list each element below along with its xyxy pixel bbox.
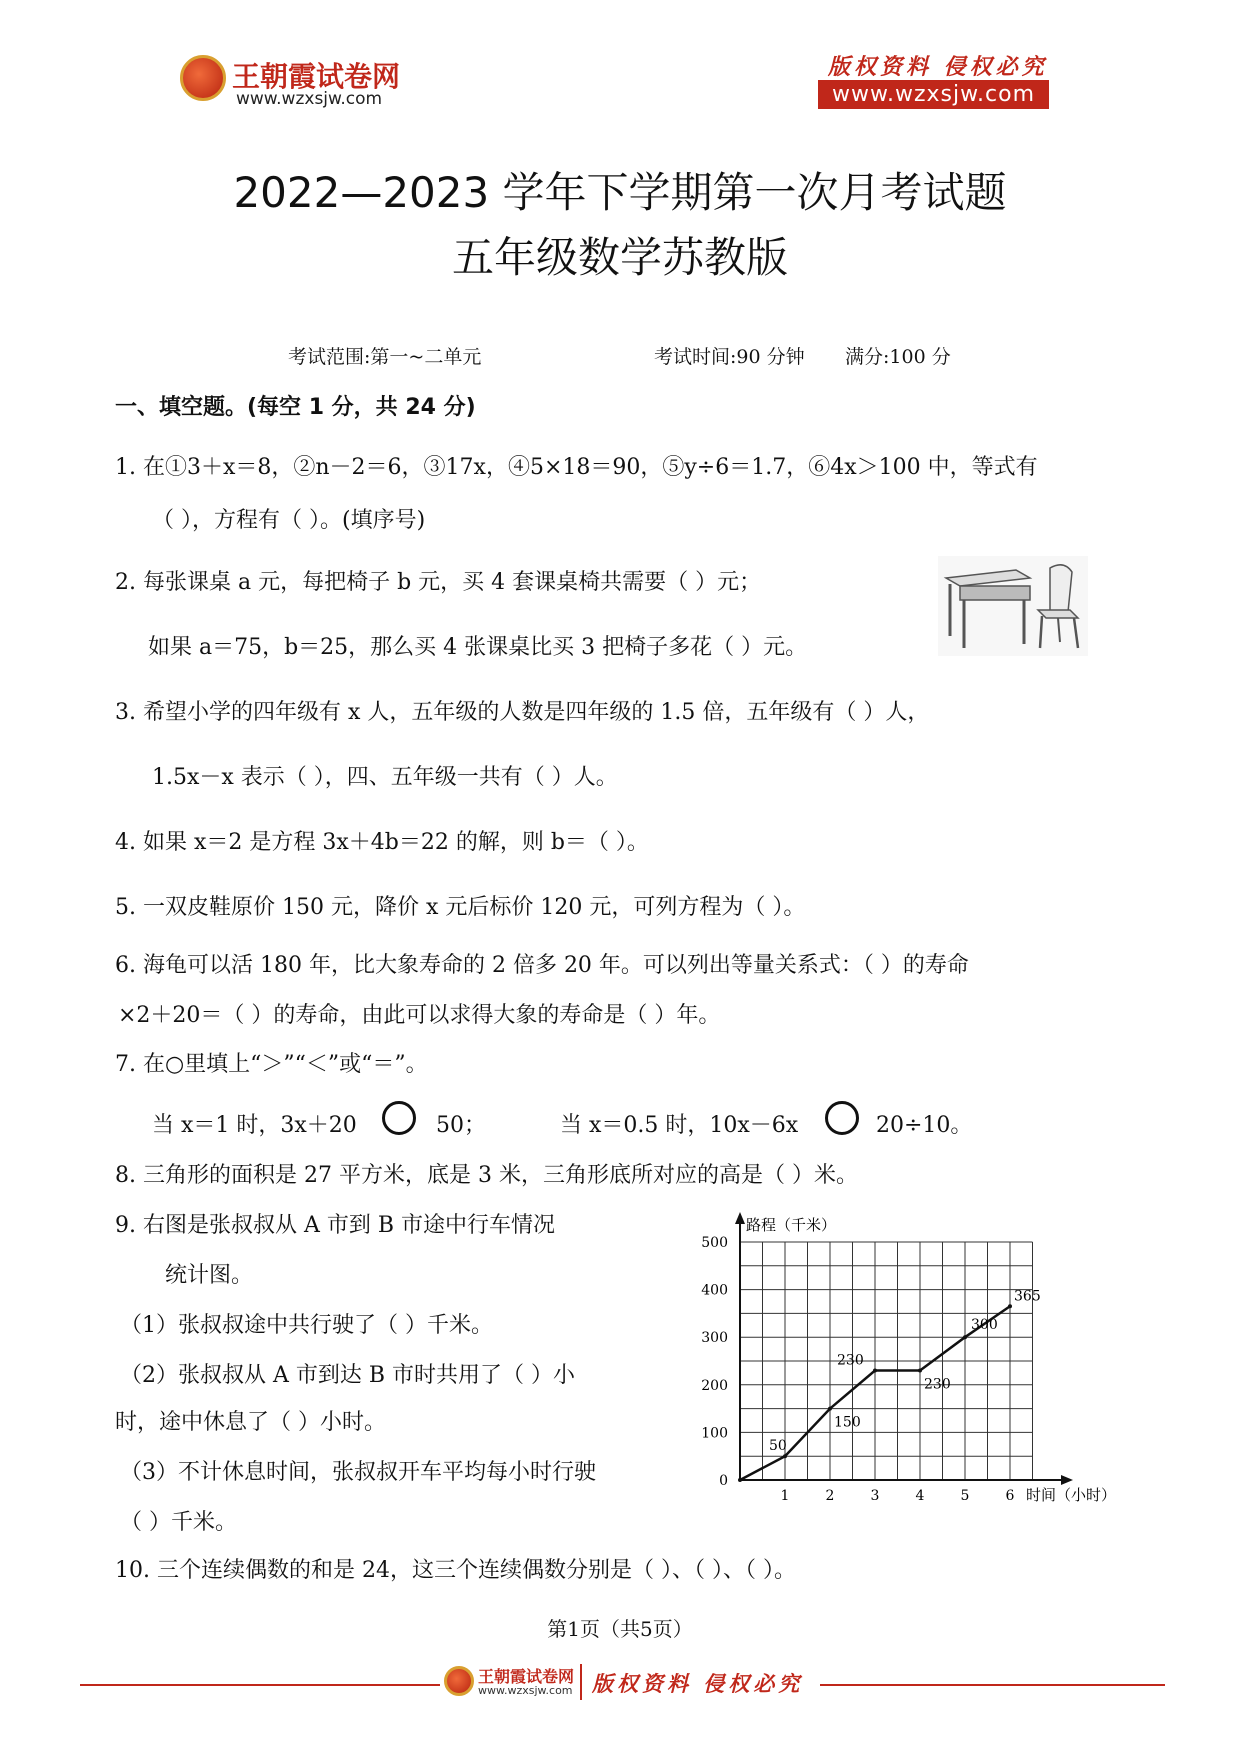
chart-ticks <box>701 1235 1014 1504</box>
data-label: 365 <box>1014 1288 1041 1305</box>
compare-circle-2[interactable] <box>825 1101 859 1135</box>
x-tick-label: 1 <box>780 1488 790 1504</box>
section-heading: 一、填空题。(每空 1 分，共 24 分) <box>115 395 476 420</box>
q9-part3-line2: （ ）千米。 <box>120 1510 237 1535</box>
q9-part2-line2: 时，途中休息了（ ）小时。 <box>115 1410 386 1435</box>
q8: 8. 三角形的面积是 27 平方米，底是 3 米，三角形底所对应的高是（ ）米。 <box>115 1163 858 1188</box>
y-tick-label: 400 <box>701 1282 728 1299</box>
q5: 5. 一双皮鞋原价 150 元，降价 x 元后标价 120 元，可列方程为（ ）。 <box>115 895 806 920</box>
x-tick-label: 6 <box>1005 1488 1015 1504</box>
page-title: 2022—2023 学年下学期第一次月考试题 <box>233 168 1007 217</box>
q1-line2: （ ），方程有（ ）。(填序号) <box>152 508 426 533</box>
y-tick-label: 0 <box>719 1473 728 1489</box>
q6-line1: 6. 海龟可以活 180 年，比大象寿命的 2 倍多 20 年。可以列出等量关系式：（ ）的寿命 <box>115 953 969 978</box>
data-point <box>873 1369 877 1373</box>
q9-part3-line1: （3）不计休息时间，张叔叔开车平均每小时行驶 <box>120 1460 596 1485</box>
q7-expr1: 当 x＝1 时，3x＋20 <box>152 1113 357 1138</box>
data-point <box>963 1335 967 1339</box>
y-axis-arrow-icon <box>735 1212 745 1224</box>
data-label: 300 <box>971 1317 998 1334</box>
distance-time-chart <box>690 1212 1130 1512</box>
x-axis-label: 时间（小时） <box>1026 1486 1117 1504</box>
footer-logo-icon <box>444 1666 474 1696</box>
y-tick-label: 200 <box>701 1377 728 1394</box>
q7-expr4: 20÷10。 <box>876 1113 973 1138</box>
data-label: 50 <box>769 1438 787 1455</box>
y-tick-label: 500 <box>701 1235 728 1251</box>
q9-line2: 统计图。 <box>165 1263 254 1288</box>
x-tick-label: 2 <box>825 1488 835 1504</box>
x-tick-label: 4 <box>915 1488 925 1504</box>
y-tick-label: 300 <box>701 1330 728 1347</box>
logo-seal-icon <box>180 55 226 101</box>
logo-name: 王朝霞试卷网 <box>232 60 401 93</box>
q9-part1: （1）张叔叔途中共行驶了（ ）千米。 <box>120 1313 493 1338</box>
q2-line1: 2. 每张课桌 a 元，每把椅子 b 元，买 4 套课桌椅共需要（ ）元； <box>115 570 762 595</box>
q7-expr3: 当 x＝0.5 时，10x－6x <box>560 1113 799 1138</box>
footer-logo-name: 王朝霞试卷网 <box>478 1667 575 1686</box>
data-label: 150 <box>834 1414 861 1431</box>
q9-line1: 9. 右图是张叔叔从 A 市到 B 市途中行车情况 <box>115 1213 556 1238</box>
data-point <box>828 1407 832 1411</box>
exam-full-score: 满分:100 分 <box>845 346 951 368</box>
data-point <box>918 1369 922 1373</box>
data-label: 230 <box>924 1376 951 1393</box>
desk-chair-image <box>938 556 1088 656</box>
q9-part2-line1: （2）张叔叔从 A 市到达 B 市时共用了（ ）小 <box>120 1363 576 1388</box>
url-banner: www.wzxsjw.com <box>818 80 1049 109</box>
exam-time: 考试时间:90 分钟 <box>654 346 805 368</box>
logo-url: www.wzxsjw.com <box>236 89 383 109</box>
footer-divider-right <box>820 1684 1165 1686</box>
compare-circle-1[interactable] <box>382 1101 416 1135</box>
footer-divider-left <box>80 1684 440 1686</box>
x-axis-arrow-icon <box>1061 1475 1073 1485</box>
x-tick-label: 5 <box>960 1488 970 1504</box>
page-subtitle: 五年级数学苏教版 <box>451 233 788 282</box>
chart-labels <box>746 1216 1116 1504</box>
x-tick-label: 3 <box>870 1488 880 1504</box>
q2-line2: 如果 a＝75，b＝25，那么买 4 张课桌比买 3 把椅子多花（ ）元。 <box>148 635 808 660</box>
copyright-notice: 版权资料 侵权必究 <box>828 54 1048 80</box>
y-tick-label: 100 <box>701 1425 728 1442</box>
data-point <box>1008 1304 1012 1308</box>
data-point <box>738 1478 742 1482</box>
q4: 4. 如果 x＝2 是方程 3x＋4b＝22 的解，则 b＝（ ）。 <box>115 830 649 855</box>
exam-scope: 考试范围:第一~二单元 <box>288 346 482 368</box>
footer-separator <box>580 1664 582 1700</box>
y-axis-label: 路程（千米） <box>746 1216 837 1234</box>
data-label: 230 <box>837 1352 864 1369</box>
data-point <box>783 1454 787 1458</box>
q7-line1: 7. 在○里填上“＞”“＜”或“＝”。 <box>115 1052 428 1077</box>
q6-line2: ×2＋20＝（ ）的寿命，由此可以求得大象的寿命是（ ）年。 <box>118 1003 721 1028</box>
footer-logo-url: www.wzxsjw.com <box>478 1684 573 1697</box>
q3-line2: 1.5x－x 表示（ ），四、五年级一共有（ ）人。 <box>152 765 618 790</box>
q3-line1: 3. 希望小学的四年级有 x 人，五年级的人数是四年级的 1.5 倍，五年级有（ ）人， <box>115 700 930 725</box>
q1-line1: 1. 在①3＋x＝8，②n－2＝6，③17x，④5×18＝90，⑤y÷6＝1.7，⑥4x＞100 中，等式有 <box>115 455 1038 480</box>
footer-copyright: 版权资料 侵权必究 <box>592 1671 804 1696</box>
q7-expr2: 50； <box>436 1113 486 1138</box>
q10: 10. 三个连续偶数的和是 24，这三个连续偶数分别是（ ）、（ ）、（ ）。 <box>115 1558 796 1583</box>
page-number: 第1页（共5页） <box>547 1617 693 1641</box>
